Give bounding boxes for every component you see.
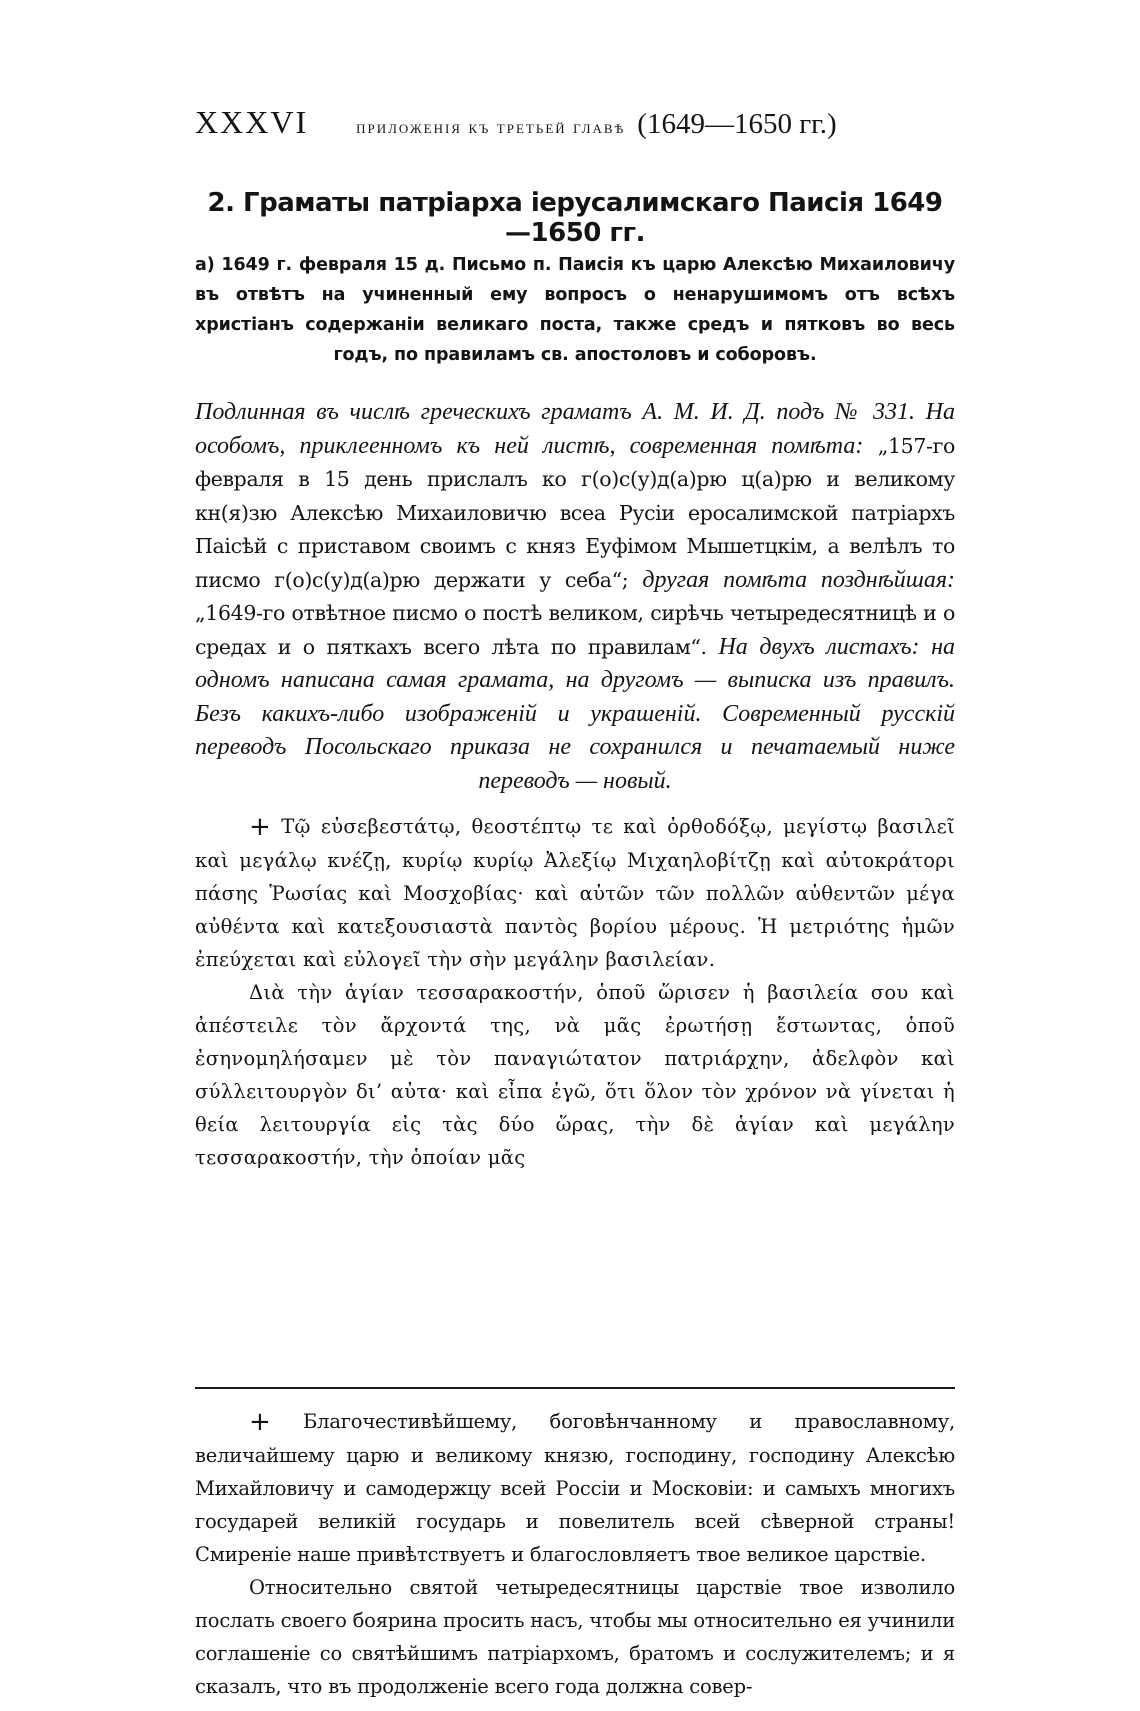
section-title: 2. Граматы патріарха іерусалимскаго Паисія 1649—1650 гг. [207,188,943,248]
cross-icon: + [249,812,272,842]
translation-paragraph-text: Благочестивѣйшему, боговѣнчанному и православному, величайшему царю и великому князю, господину, господину Алексѣю Михайловичу и самодержцу всей Россіи и Московіи: и самыхъ многихъ государей великій государь и повелитель всей сѣверной страны! Смиреніе наше привѣтствуетъ и благословляетъ твое великое царствіе. [195,1410,955,1566]
running-head [195,104,955,141]
divider-rule [195,1387,955,1389]
translation-paragraph: Относительно святой четыредесятницы царствіе твое изволило послать своего боярина просить насъ, чтобы мы относительно ея учинили соглашеніе со святѣйшимъ патріархомъ, братомъ и сослужителемъ; и я сказалъ, что въ продолженіе всего года должна совер- [195,1576,955,1698]
later-note-quote: „1649-го отвѣтное писмо о постѣ великом, сирѣчь четыредесятницѣ и о средах и о пяткахъ всего лѣта по правилам“. [195,601,955,659]
cross-icon: + [249,1407,271,1437]
running-head-years: (1649—1650 гг.) [637,108,837,140]
physical-description: На двухъ листахъ: на одномъ написана самая грамата, на другомъ — выписка изъ правилъ. Безъ какихъ-либо изображеній и украшеній. Современный русскій переводъ Посольскаго приказа не сохранился и печатаемый ниже переводъ — новый. [195,633,955,794]
contemporary-note-quote: „157-го февраля в 15 день прислалъ ко г(о)с(у)д(а)рю ц(а)рю и великому кн(я)зю Алексѣю Михаиловичю всеа Русіи еросалимской патріархъ Паісѣй с приставом своимъ с княз Еуфімом Мышетцкім, а велѣлъ то писмо г(о)с(у)д(а)рю держати у себа“; [195,433,955,592]
translation-paragraph [195,1405,955,1571]
page-number: XXXVI [195,104,309,140]
greek-text [195,810,955,1174]
provenance-intro: Подлинная въ числѣ греческихъ граматъ А. М. И. Д. подъ № 331. На особомъ, приклеенномъ къ ней листѣ, современная помѣта: [195,399,955,459]
document-heading: а) 1649 г. февраля 15 д. Письмо п. Паисія къ царю Алексѣю Михаиловичу въ отвѣтъ на учиненный ему вопросъ о ненарушимомъ отъ всѣхъ христіанъ содержаніи великаго поста, также средъ и пятковъ во весь годъ, по правиламъ св. апостоловъ и соборовъ. [195,255,955,365]
later-note-label: другая помѣта позднѣйшая: [642,566,955,593]
greek-paragraph: Διὰ τὴν ἁγίαν τεσσαρακοστήν, ὁποῦ ὥρισεν ἡ βασιλεία σου καὶ ἀπέστειλε τὸν ἄρχοντά της, νὰ μᾶς ἐρωτήσῃ ἔστωντας, ὁποῦ ἐσηνομηλήσαμεν μὲ τὸν παναγιώτατον πατριάρχην, ἀδελφὸν καὶ σύλλειτουργὸν δι’ αὐτα· καὶ εἶπα ἐγῶ, ὅτι ὅλον τὸν χρόνον νὰ γίνεται ἡ θεία λειτουργία εἰς τὰς δύο ὥρας, τὴν δὲ ἁγίαν καὶ μεγάλην τεσσαρακοστήν, τὴν ὁποίαν μᾶς [195,981,955,1169]
russian-translation [195,1405,955,1703]
provenance-note [195,396,955,798]
running-head-title: приложенія къ третьей главѣ [356,117,626,137]
greek-paragraph [195,810,955,976]
greek-paragraph-text: Τῷ εὐσεβεστάτῳ, θεοστέπτῳ τε καὶ ὀρθοδόξῳ, μεγίστῳ βασιλεῖ καὶ μεγάλῳ κνέζῃ, κυρίῳ κυρίῳ Ἀλεξίῳ Μιχαηλοβίτζῃ καὶ αὐτοκράτορι πάσης Ῥωσίας καὶ Μοσχοβίας· καὶ αὐτῶν τῶν πολλῶν αὐθεντῶν μέγα αὐθέντα καὶ κατεξουσιαστὰ παντὸς βορίου μέρους. Ἡ μετριότης ἡμῶν ἐπεύχεται καὶ εὐλογεῖ τὴν σὴν μεγάλην βασιλείαν. [195,815,955,971]
